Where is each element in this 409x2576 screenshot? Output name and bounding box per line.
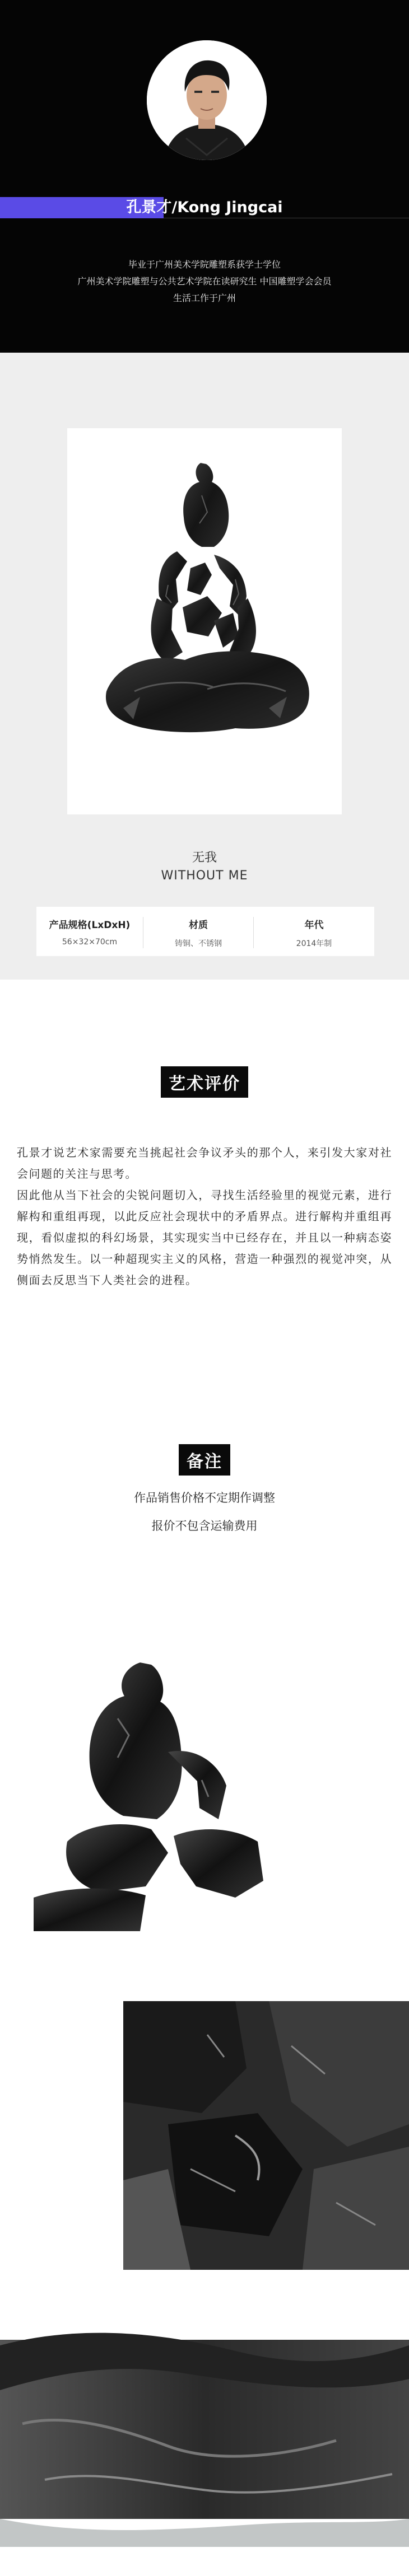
artist-name: 孔景才/Kong Jingcai — [126, 199, 283, 216]
artist-bio-line: 生活工作于广州 — [173, 293, 236, 303]
note-line: 作品销售价格不定期作调整 — [134, 1491, 275, 1505]
sculpture-detail-head-image — [34, 1651, 280, 1931]
spec-value: 2014年制 — [296, 939, 332, 948]
notes-heading — [0, 1444, 409, 1476]
artwork-title-en: WITHOUT ME — [161, 869, 248, 883]
spec-label: 年代 — [304, 920, 324, 931]
spec-value: 56×32×70cm — [62, 938, 118, 947]
artist-portrait-image — [147, 40, 267, 160]
artist-bio-line: 广州美术学院雕塑与公共艺术学院在读研究生 中国雕塑学会会员 — [77, 276, 332, 287]
spec-label: 产品规格(LxDxH) — [49, 920, 131, 931]
sculpture-detail-texture-image — [123, 2001, 409, 2270]
review-paragraph: 孔景才说艺术家需要充当挑起社会争议矛头的那个人，来引发大家对社会问题的关注与思考。 — [17, 1146, 392, 1181]
artist-avatar — [147, 40, 267, 160]
spec-size — [36, 907, 143, 956]
artist-header — [0, 0, 409, 353]
spec-material — [143, 907, 253, 956]
artwork-title-cn: 无我 — [192, 851, 217, 865]
review-heading — [0, 1066, 409, 1098]
artwork-photo — [67, 428, 342, 814]
review-paragraph: 因此他从当下社会的尖锐问题切入，寻找生活经验里的视觉元素，进行解构和重组再现，以此反应社会现状中的矛盾界点。进行解构并重组再现，看似虚拟的科幻场景，其实现实当中已经存在，并且以一种病态姿势悄然发生。以一种超现实主义的风格，营造一种强烈的视觉冲突，从侧面去反思当下人类社会的进程。 — [17, 1188, 392, 1287]
spec-year — [254, 907, 374, 956]
artist-bio-line: 毕业于广州美术学院雕塑系获学士学位 — [128, 259, 281, 270]
review-heading-text: 艺术评价 — [161, 1066, 248, 1098]
buddha-sculpture-image — [67, 428, 342, 814]
artwork-card — [0, 353, 409, 980]
notes-heading-text: 备注 — [179, 1444, 230, 1476]
spec-label: 材质 — [189, 920, 208, 931]
spec-table — [36, 907, 374, 956]
detail-gallery — [0, 1634, 409, 2576]
sculpture-detail-base-image — [0, 2312, 409, 2547]
note-line: 报价不包含运输费用 — [151, 1519, 258, 1533]
review-section — [0, 980, 409, 1634]
spec-value: 铸铜、不锈钢 — [175, 939, 222, 948]
